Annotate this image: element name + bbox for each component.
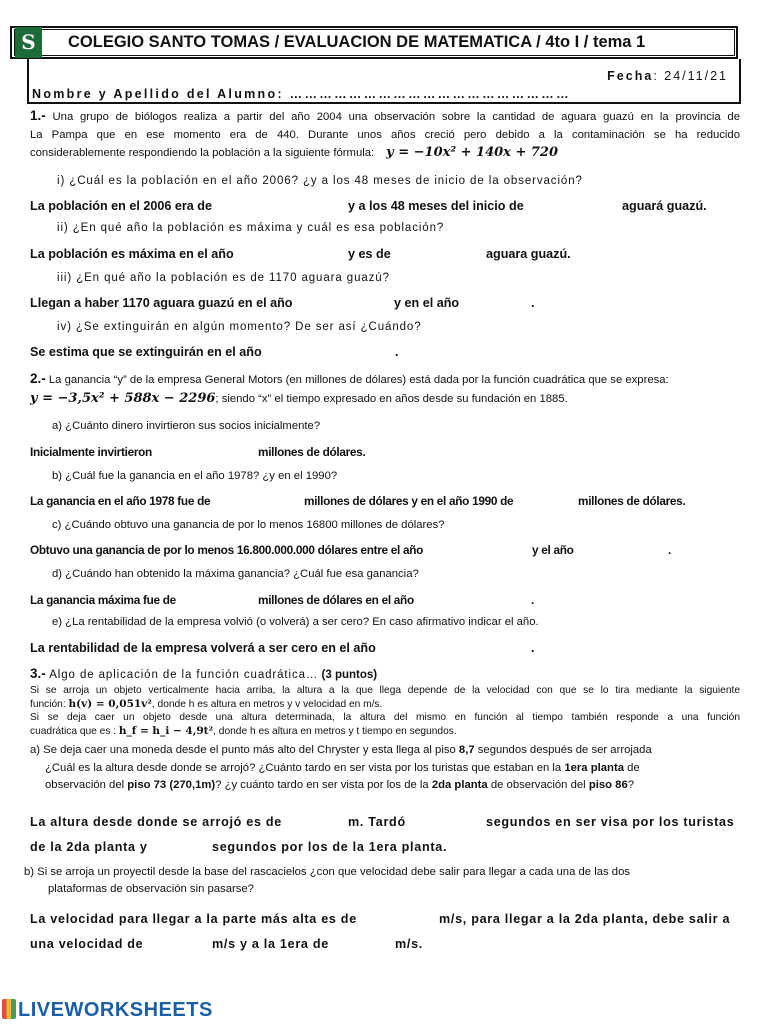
answer-2-e-a: La rentabilidad de la empresa volverá a ser cero en el año [30,641,376,655]
question-2-e: e) ¿La rentabilidad de la empresa volvió (o volverá) a ser cero? En caso afirmativo indicar el año. [52,616,539,628]
date-value: : 24/11/21 [653,69,728,83]
question-2-d: d) ¿Cuándo han obtenido la máxima ganancia? ¿Cuál fue esa ganancia? [52,568,419,580]
problem-3-heading [30,665,377,683]
context-1-text-b: , donde h es altura en metros y v velocidad en m/s. [151,698,383,710]
problem-1-number: 1.- [30,108,46,123]
question-3-b [24,864,740,898]
answer-2-d-c: . [531,593,534,607]
answer-1-iii-a: Llegan a haber 1170 aguara guazú en el año [30,296,293,310]
question-3-a [30,742,740,795]
q3a-text-3c: de observación del [487,779,589,791]
answer-1-ii-c: aguara guazú. [486,247,571,261]
student-name-line: Nombre y Apellido del Alumno: ………………………………………………… [32,87,571,101]
answer-2-c-a: Obtuvo una ganancia de por lo menos 16.800.000.000 dólares entre el año [30,543,424,557]
q3a-floor-73: piso 73 (270,1m) [127,779,216,791]
context-1-line-1: Si se arroja un objeto verticalmente hacia arriba, la altura a la que llega depende de la velocidad con que se lo tira mediante la siguiente [30,685,740,696]
context-2-text-a: cuadrática que es : [30,725,119,737]
answer-2-e-b: . [531,641,535,655]
answer-1-i-c: aguará guazú. [622,199,707,213]
answer-1-iii-c: . [531,296,535,310]
q3a-text-2b: de [624,761,640,774]
q3a-text-1: a) Se deja caer una moneda desde el punto más alto del Chryster y esta llega al piso [30,744,459,756]
q3a-text-3d: ? [627,779,635,791]
context-2-line-1: Si se deja caer un objeto desde una altura determinada, la altura del mismo en función al tiempo también responde a una función [30,712,740,723]
answer-2-d-b: millones de dólares en el año [258,593,414,607]
question-3-b-line-1: b) Si se arroja un proyectil desde la base del rascacielos ¿con que velocidad debe salir para llegar a cada una de las dos [24,866,630,878]
date-label: Fecha [607,69,654,83]
q3a-first-floor: 1era planta [564,761,624,774]
problem-1-line-1 [30,107,740,127]
answer-3-a-4: de la 2da planta y [30,840,148,854]
answer-2-a-a: Inicialmente invirtieron [30,445,152,459]
problem-1-formula: y = −10x² + 140x + 720 [386,145,558,160]
problem-3-number: 3.- [30,666,46,681]
answer-3-b-1: La velocidad para llegar a la parte más alta es de [30,912,357,926]
question-1-iii: iii) ¿En qué año la población es de 1170 aguara guazú? [57,272,390,284]
answer-1-iii-b: y en el año [394,296,460,310]
context-2-text-b: , donde h es altura en metros y t tiempo en segundos. [213,725,457,737]
question-3-a-line-1 [30,742,740,760]
q3a-time-value: 8,7 [458,744,475,756]
answer-2-a-b: millones de dólares. [258,445,366,459]
question-2-a: a) ¿Cuánto dinero invirtieron sus socios inicialmente? [52,420,321,432]
question-1-i: i) ¿Cuál es la población en el año 2006? ¿y a los 48 meses de inicio de la observación? [57,175,583,187]
answer-3-b-5: m/s. [395,937,423,951]
question-2-c: c) ¿Cuándo obtuvo una ganancia de por lo menos 16800 millones de dólares? [52,519,445,531]
answer-3-a-2: m. Tardó [348,815,406,829]
answer-3-a-3: segundos en ser visa por los turistas [486,815,735,829]
q3a-text-1b: segundos después de ser arrojada [474,744,652,756]
problem-2-number: 2.- [30,371,46,386]
problem-2-statement [30,370,742,408]
question-1-ii: ii) ¿En qué año la población es máxima y cuál es esa población? [57,222,445,234]
answer-1-i-b: y a los 48 meses del inicio de [348,199,524,213]
question-3-a-line-3 [30,777,740,795]
answer-2-d-a: La ganancia máxima fue de [30,593,176,607]
q3a-text-3a: observación del [45,779,128,791]
q3a-second-floor: 2da planta [431,779,488,791]
free-fall-formula: h_f = h_i − 4,9t² [118,724,214,737]
liveworksheets-logo-icon [2,999,16,1019]
answer-1-i-a: La población en el 2006 era de [30,199,212,213]
answer-2-b-b: millones de dólares y en el año 1990 de [304,494,514,508]
problem-2-text-1: La ganancia “y” de la empresa General Motors (en millones de dólares) está dada por la función cuadrática que se expresa: [45,374,669,386]
question-3-a-line-2 [30,760,740,778]
problem-3-points: (3 puntos) [318,669,378,681]
q3a-floor-86: piso 86 [588,779,628,791]
date-line [607,69,728,83]
answer-3-b-3: una velocidad de [30,937,144,951]
page-title: COLEGIO SANTO TOMAS / EVALUACION DE MATEMATICA / 4to I / tema 1 [68,33,646,51]
problem-2-text-2: ; siendo “x” el tiempo expresado en años desde su fundación en 1885. [215,392,568,405]
height-velocity-formula: h(v) = 0,051v² [68,697,152,710]
problem-2-formula: y = −3,5x² + 588x − 2296 [30,390,216,406]
answer-1-ii-b: y es de [348,247,391,261]
answer-1-ii-a: La población es máxima en el año [30,247,234,261]
problem-3-context [30,684,740,738]
answer-2-b-c: millones de dólares. [578,494,686,508]
q3a-text-2: ¿Cuál es la altura desde donde se arrojó? ¿Cuánto tardo en ser vista por los turistas que estaban en la [45,761,565,774]
context-1-text-a: función: [30,698,69,710]
problem-3-title: Algo de aplicación de la función cuadrática… [45,669,319,681]
problem-2-line-2 [30,390,742,409]
answer-3-b-4: m/s y a la 1era de [212,937,329,951]
question-2-b: b) ¿Cuál fue la ganancia en el año 1978? ¿y en el 1990? [52,470,338,482]
school-logo: S [15,27,42,58]
liveworksheets-brand[interactable]: LIVEWORKSHEETS [18,999,213,1021]
answer-1-iv-a: Se estima que se extinguirán en el año [30,345,262,359]
answer-3-a-5: segundos por los de la 1era planta. [212,840,448,854]
problem-1-line-3 [30,144,740,163]
answer-2-c-c: . [668,543,671,557]
answer-2-b-a: La ganancia en el año 1978 fue de [30,494,211,508]
answer-1-iv-b: . [395,345,399,359]
problem-2-line-1 [30,370,742,390]
answer-3-b-2: m/s, para llegar a la 2da planta, debe salir a [439,912,731,926]
context-2-line-2 [30,725,740,739]
question-1-iv: iv) ¿Se extinguirán en algún momento? De ser así ¿Cuándo? [57,321,422,333]
q3a-text-3b: ? ¿y cuánto tardo en ser vista por los de la [215,779,432,791]
problem-1-statement [30,107,740,163]
problem-1-text-1: Una grupo de biólogos realiza a partir del año 2004 una observación sobre la cantidad de aguara guazú en la provincia de [45,111,740,123]
answer-3-a-1: La altura desde donde se arrojó es de [30,815,282,829]
answer-2-c-b: y el año [532,543,574,557]
problem-1-line-2: La Pampa que en ese momento era de 440. Durante unos años creció pero debido a la contaminación se ha reducido [30,128,740,141]
context-1-line-2 [30,698,740,712]
question-3-b-line-2: plataformas de observación sin pasarse? [48,883,254,895]
problem-1-text-3: considerablemente respondiendo la población a la siguiente fórmula: [30,147,375,159]
